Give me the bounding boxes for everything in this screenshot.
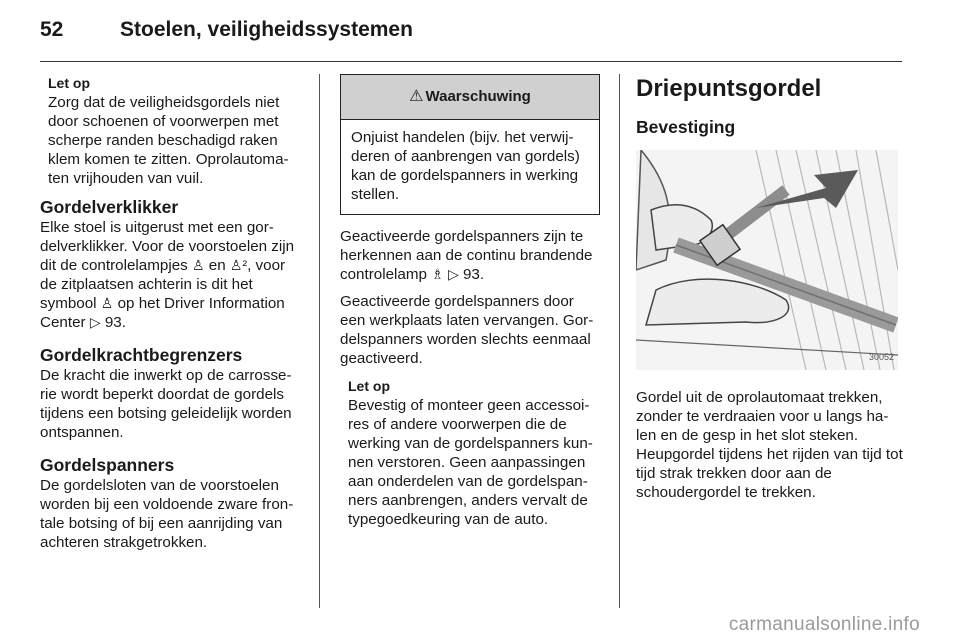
section-text-gordelspanners: De gordelsloten van de voorstoelen worden bij een voldoende zware fron-tale botsing of bij een aanrijding van achteren strakgetrokken. xyxy=(40,477,294,551)
paragraph-fasten: Gordel uit de oprolautomaat trekken, zonder te verdraaien voor u langs ha-len en de gesp in het slot steken. Heupgordel tijdens het rijden van tijd tot tijd strak trekken door aan de schoudergordel te trekken. xyxy=(636,389,903,501)
seatbelt-icon: ♙ xyxy=(191,257,205,273)
page-number: 52 xyxy=(40,18,64,41)
image-code: 30052 xyxy=(868,352,894,362)
paragraph-replace: Geactiveerde gordelspanners door een werkplaats laten vervangen. Gor-delspanners worden slechts eenmaal geactiveerd. xyxy=(340,293,594,367)
seatbelt-illustration xyxy=(636,150,898,370)
warning-icon: ⚠ xyxy=(409,88,424,105)
page-header xyxy=(40,18,920,50)
section-text-gordelverklikker: Elke stoel is uitgerust met een gor-delverklikker. Voor de voorstoelen zijn dit de controlelampjes ♙ en ♙², voor de zitplaatsen achterin is dit het symbool ♙ op het Driver Information Center ▷ 93. xyxy=(40,219,295,331)
section-heading-gordelspanners: Gordelspanners xyxy=(40,455,175,475)
seatbelt-illustration-drawing xyxy=(636,150,898,370)
section-heading-gordelkrachtbegrenzers: Gordelkrachtbegrenzers xyxy=(40,345,243,365)
heading-driepuntsgordel: Driepuntsgordel xyxy=(636,75,822,102)
note-title: Let op xyxy=(348,378,390,394)
warning-box xyxy=(340,74,600,215)
seatbelt-icon: ♙ xyxy=(100,295,114,311)
column-divider-2 xyxy=(619,74,620,608)
page-ref-icon: ▷ xyxy=(89,314,101,330)
warning-header xyxy=(341,75,599,120)
page-title: Stoelen, veiligheidssystemen xyxy=(120,18,413,41)
note-text: Zorg dat de veiligheidsgordels niet door schoenen of voorwerpen met scherpe randen beschadigd raken klem komen te zitten. Oprolautoma-ten vrijhouden van vuil. xyxy=(48,94,289,187)
warning-text: Onjuist handelen (bijv. het verwij-deren of aanbrengen van gordels) kan de gordelspanners in werking stellen. xyxy=(351,129,580,203)
note-title: Let op xyxy=(48,75,90,91)
pretensioner-icon: ♗ xyxy=(431,266,444,282)
warning-title: Waarschuwing xyxy=(425,88,531,105)
subheading-bevestiging: Bevestiging xyxy=(636,117,736,137)
column-3 xyxy=(636,74,904,502)
seatbelt-2-icon: ♙² xyxy=(229,257,248,273)
page-ref-icon: ▷ xyxy=(447,266,459,282)
column-1 xyxy=(40,74,306,552)
note-block-2 xyxy=(340,377,602,529)
column-2 xyxy=(340,74,602,529)
note-text: Bevestig of monteer geen accessoi-res of andere voorwerpen die de werking van de gordelspanners kun-nen verstoren. Geen aanpassingen aan onderdelen van de gordelspan-ners aanbrengen, anders vervalt de typegoedkeuring van de auto. xyxy=(348,397,593,528)
paragraph-activated: Geactiveerde gordelspanners zijn te herkennen aan de continu brandende controlelamp ♗ ▷ 93. xyxy=(340,228,593,283)
section-heading-gordelverklikker: Gordelverklikker xyxy=(40,197,179,217)
section-text-gordelkrachtbegrenzers: De kracht die inwerkt op de carrosse-rie wordt beperkt doordat de gordels tijdens een botsing geleidelijk worden ontspannen. xyxy=(40,367,292,441)
column-divider-1 xyxy=(319,74,320,608)
note-block xyxy=(40,74,306,188)
watermark: carmanualsonline.info xyxy=(728,614,920,635)
header-rule xyxy=(40,61,902,62)
